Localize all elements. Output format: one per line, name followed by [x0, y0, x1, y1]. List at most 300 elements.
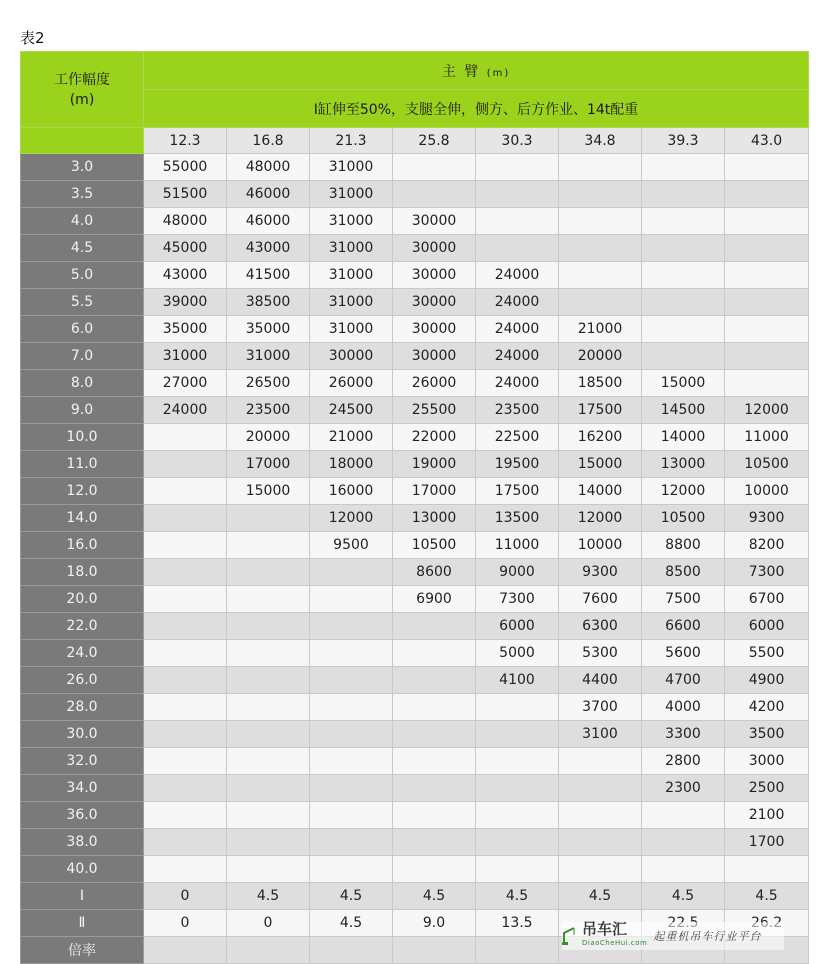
load-value-cell: [476, 802, 559, 829]
load-value-cell: [393, 775, 476, 802]
table-row: [21, 667, 809, 694]
load-value-cell: 24000: [476, 316, 559, 343]
table-row: [21, 370, 809, 397]
load-value-cell: [393, 694, 476, 721]
load-value-cell: [642, 181, 725, 208]
radius-cell: 20.0: [21, 586, 144, 613]
load-value-cell: 30000: [393, 262, 476, 289]
radius-cell: 36.0: [21, 802, 144, 829]
load-value-cell: [144, 829, 227, 856]
load-value-cell: [144, 667, 227, 694]
boom-length-header: 16.8: [227, 128, 310, 154]
load-chart-body: [21, 154, 809, 964]
load-value-cell: 22500: [476, 424, 559, 451]
load-value-cell: [725, 370, 809, 397]
load-value-cell: 16000: [310, 478, 393, 505]
boom-length-header: 21.3: [310, 128, 393, 154]
load-value-cell: [476, 829, 559, 856]
table-row: [21, 505, 809, 532]
load-value-cell: [144, 586, 227, 613]
load-value-cell: [144, 748, 227, 775]
load-value-cell: 24500: [310, 397, 393, 424]
radius-cell: 18.0: [21, 559, 144, 586]
radius-cell: 16.0: [21, 532, 144, 559]
load-value-cell: 23500: [476, 397, 559, 424]
table-row: [21, 424, 809, 451]
load-value-cell: [725, 289, 809, 316]
load-value-cell: [559, 775, 642, 802]
load-value-cell: 10500: [393, 532, 476, 559]
load-value-cell: 23500: [227, 397, 310, 424]
load-value-cell: [144, 721, 227, 748]
load-value-cell: 9500: [310, 532, 393, 559]
load-value-cell: 8600: [393, 559, 476, 586]
load-value-cell: [310, 856, 393, 883]
load-value-cell: [642, 208, 725, 235]
load-value-cell: 9000: [476, 559, 559, 586]
load-value-cell: 2500: [725, 775, 809, 802]
load-value-cell: 7500: [642, 586, 725, 613]
load-value-cell: 12000: [725, 397, 809, 424]
radius-cell: 4.0: [21, 208, 144, 235]
load-value-cell: 11000: [476, 532, 559, 559]
load-value-cell: 30000: [310, 343, 393, 370]
load-value-cell: 46000: [227, 181, 310, 208]
load-value-cell: 5500: [725, 640, 809, 667]
load-value-cell: 31000: [310, 154, 393, 181]
watermark: [562, 922, 784, 950]
load-value-cell: [559, 829, 642, 856]
table-row: [21, 343, 809, 370]
load-value-cell: 4000: [642, 694, 725, 721]
load-value-cell: [310, 721, 393, 748]
load-value-cell: 31000: [310, 262, 393, 289]
load-value-cell: 18000: [310, 451, 393, 478]
load-value-cell: 0: [227, 910, 310, 937]
table-row: [21, 802, 809, 829]
load-value-cell: 6300: [559, 613, 642, 640]
load-value-cell: 13.5: [476, 910, 559, 937]
radius-cell: 34.0: [21, 775, 144, 802]
load-value-cell: [393, 748, 476, 775]
load-value-cell: 43000: [227, 235, 310, 262]
load-value-cell: 31000: [144, 343, 227, 370]
boom-length-header: 12.3: [144, 128, 227, 154]
load-value-cell: 55000: [144, 154, 227, 181]
load-value-cell: 11000: [725, 424, 809, 451]
load-value-cell: [227, 748, 310, 775]
load-value-cell: 17000: [227, 451, 310, 478]
load-value-cell: 8800: [642, 532, 725, 559]
load-value-cell: [393, 937, 476, 964]
load-value-cell: 14000: [559, 478, 642, 505]
load-value-cell: [310, 559, 393, 586]
load-value-cell: [476, 694, 559, 721]
load-value-cell: [144, 694, 227, 721]
load-value-cell: 39000: [144, 289, 227, 316]
load-value-cell: 20000: [559, 343, 642, 370]
load-value-cell: 10000: [725, 478, 809, 505]
table-row: [21, 208, 809, 235]
load-value-cell: 48000: [144, 208, 227, 235]
boom-length-header: 30.3: [476, 128, 559, 154]
table-row: [21, 316, 809, 343]
load-value-cell: 14000: [642, 424, 725, 451]
load-value-cell: 0: [144, 910, 227, 937]
load-value-cell: 25500: [393, 397, 476, 424]
load-value-cell: 4100: [476, 667, 559, 694]
load-value-cell: 31000: [310, 289, 393, 316]
load-value-cell: [144, 532, 227, 559]
load-value-cell: [393, 640, 476, 667]
load-value-cell: 4900: [725, 667, 809, 694]
load-value-cell: 24000: [476, 289, 559, 316]
load-value-cell: [227, 721, 310, 748]
load-value-cell: 26500: [227, 370, 310, 397]
boom-length-header: 25.8: [393, 128, 476, 154]
table-row: [21, 640, 809, 667]
watermark-logo-sub: DiaoCheHui.com: [582, 939, 648, 947]
load-value-cell: 5000: [476, 640, 559, 667]
load-value-cell: [310, 937, 393, 964]
load-value-cell: 10500: [725, 451, 809, 478]
boom-length-corner: [21, 128, 144, 154]
load-value-cell: [559, 154, 642, 181]
load-value-cell: 3500: [725, 721, 809, 748]
load-value-cell: 45000: [144, 235, 227, 262]
load-value-cell: [476, 154, 559, 181]
load-value-cell: [144, 802, 227, 829]
load-value-cell: 3700: [559, 694, 642, 721]
radius-cell: 38.0: [21, 829, 144, 856]
radius-cell: 30.0: [21, 721, 144, 748]
load-value-cell: 38500: [227, 289, 310, 316]
load-value-cell: [642, 289, 725, 316]
load-value-cell: 4.5: [642, 883, 725, 910]
load-value-cell: [642, 262, 725, 289]
load-value-cell: [559, 748, 642, 775]
load-value-cell: [227, 667, 310, 694]
load-value-cell: 9.0: [393, 910, 476, 937]
load-value-cell: [227, 937, 310, 964]
load-value-cell: [476, 748, 559, 775]
load-value-cell: 13000: [642, 451, 725, 478]
radius-cell: 5.5: [21, 289, 144, 316]
load-value-cell: 30000: [393, 316, 476, 343]
table-row: [21, 721, 809, 748]
load-value-cell: [144, 640, 227, 667]
table-caption: 表2: [20, 29, 45, 47]
load-value-cell: [559, 181, 642, 208]
load-value-cell: 35000: [227, 316, 310, 343]
load-value-cell: [144, 424, 227, 451]
load-value-cell: 6700: [725, 586, 809, 613]
load-value-cell: 30000: [393, 289, 476, 316]
load-value-cell: 4.5: [310, 910, 393, 937]
load-value-cell: 24000: [476, 262, 559, 289]
load-chart-table: [20, 51, 809, 964]
crane-icon: [562, 927, 576, 945]
load-value-cell: [227, 694, 310, 721]
load-value-cell: [725, 856, 809, 883]
load-value-cell: 6000: [476, 613, 559, 640]
load-value-cell: [310, 748, 393, 775]
load-value-cell: [144, 613, 227, 640]
load-value-cell: [559, 802, 642, 829]
load-value-cell: [642, 829, 725, 856]
radius-header-label: 工作幅度: [54, 71, 110, 88]
radius-cell: 12.0: [21, 478, 144, 505]
load-value-cell: [393, 667, 476, 694]
load-value-cell: 2300: [642, 775, 725, 802]
load-value-cell: 30000: [393, 208, 476, 235]
load-value-cell: 31000: [310, 181, 393, 208]
main-boom-unit: (m): [486, 67, 511, 79]
load-value-cell: 48000: [227, 154, 310, 181]
load-value-cell: 18500: [559, 370, 642, 397]
table-row: [21, 451, 809, 478]
load-value-cell: 4.5: [476, 883, 559, 910]
load-value-cell: [310, 640, 393, 667]
boom-length-row: [21, 128, 809, 154]
load-value-cell: 13500: [476, 505, 559, 532]
radius-header: [21, 52, 144, 128]
load-value-cell: 12000: [310, 505, 393, 532]
load-value-cell: 31000: [310, 316, 393, 343]
radius-cell: 26.0: [21, 667, 144, 694]
load-value-cell: 13000: [393, 505, 476, 532]
load-value-cell: [642, 856, 725, 883]
table-row: [21, 262, 809, 289]
load-value-cell: 8500: [642, 559, 725, 586]
load-value-cell: [393, 829, 476, 856]
load-value-cell: 12000: [642, 478, 725, 505]
load-value-cell: 31000: [227, 343, 310, 370]
load-value-cell: 17000: [393, 478, 476, 505]
load-value-cell: 7300: [476, 586, 559, 613]
load-value-cell: 9300: [725, 505, 809, 532]
load-value-cell: 15000: [559, 451, 642, 478]
load-value-cell: 6600: [642, 613, 725, 640]
load-value-cell: [310, 775, 393, 802]
load-value-cell: 24000: [476, 370, 559, 397]
load-value-cell: [227, 532, 310, 559]
load-value-cell: 12000: [559, 505, 642, 532]
table-row: [21, 856, 809, 883]
load-value-cell: [310, 586, 393, 613]
load-value-cell: 20000: [227, 424, 310, 451]
load-value-cell: [476, 721, 559, 748]
watermark-slogan: 起重机吊车行业平台: [653, 930, 762, 943]
radius-cell: 9.0: [21, 397, 144, 424]
table-row: [21, 829, 809, 856]
table-row: [21, 775, 809, 802]
load-value-cell: [476, 775, 559, 802]
radius-cell: 5.0: [21, 262, 144, 289]
table-row: [21, 748, 809, 775]
load-value-cell: [725, 316, 809, 343]
load-value-cell: 5300: [559, 640, 642, 667]
load-value-cell: [310, 829, 393, 856]
radius-cell: 3.5: [21, 181, 144, 208]
radius-cell: 7.0: [21, 343, 144, 370]
load-value-cell: 4.5: [725, 883, 809, 910]
radius-cell: 4.5: [21, 235, 144, 262]
load-value-cell: [227, 586, 310, 613]
radius-cell: 3.0: [21, 154, 144, 181]
load-value-cell: [476, 181, 559, 208]
load-value-cell: 22000: [393, 424, 476, 451]
load-value-cell: [144, 937, 227, 964]
load-value-cell: [725, 235, 809, 262]
load-value-cell: [393, 613, 476, 640]
load-value-cell: [227, 856, 310, 883]
load-value-cell: 31000: [310, 208, 393, 235]
load-value-cell: [227, 505, 310, 532]
load-value-cell: 10500: [642, 505, 725, 532]
load-value-cell: [310, 694, 393, 721]
main-boom-header: [144, 52, 809, 90]
load-value-cell: [144, 505, 227, 532]
load-value-cell: 24000: [476, 343, 559, 370]
boom-length-header: 43.0: [725, 128, 809, 154]
load-chart-table-wrap: [20, 51, 808, 964]
radius-cell: 28.0: [21, 694, 144, 721]
load-value-cell: 35000: [144, 316, 227, 343]
load-value-cell: 46000: [227, 208, 310, 235]
load-value-cell: 24000: [144, 397, 227, 424]
load-value-cell: 15000: [642, 370, 725, 397]
radius-cell: 10.0: [21, 424, 144, 451]
load-value-cell: [393, 154, 476, 181]
boom-length-header: 34.8: [559, 128, 642, 154]
load-value-cell: [725, 208, 809, 235]
load-value-cell: 6900: [393, 586, 476, 613]
load-value-cell: [476, 937, 559, 964]
table-row: [21, 235, 809, 262]
radius-cell: 40.0: [21, 856, 144, 883]
load-value-cell: [393, 181, 476, 208]
load-value-cell: 4.5: [393, 883, 476, 910]
load-value-cell: 51500: [144, 181, 227, 208]
load-value-cell: 4.5: [227, 883, 310, 910]
load-value-cell: [559, 856, 642, 883]
load-value-cell: 4400: [559, 667, 642, 694]
load-value-cell: 3300: [642, 721, 725, 748]
radius-cell: 24.0: [21, 640, 144, 667]
radius-cell: 11.0: [21, 451, 144, 478]
table-row: [21, 883, 809, 910]
load-value-cell: 41500: [227, 262, 310, 289]
load-value-cell: 15000: [227, 478, 310, 505]
load-value-cell: [144, 775, 227, 802]
load-value-cell: [476, 856, 559, 883]
load-value-cell: 3000: [725, 748, 809, 775]
load-value-cell: [227, 802, 310, 829]
load-value-cell: 21000: [310, 424, 393, 451]
load-value-cell: 17500: [476, 478, 559, 505]
load-value-cell: [144, 559, 227, 586]
load-value-cell: [227, 775, 310, 802]
table-row: [21, 586, 809, 613]
load-value-cell: 30000: [393, 343, 476, 370]
table-row: [21, 154, 809, 181]
load-value-cell: 19000: [393, 451, 476, 478]
watermark-logo-text: 吊车汇: [582, 920, 628, 938]
load-value-cell: 14500: [642, 397, 725, 424]
load-value-cell: [642, 316, 725, 343]
radius-cell: 22.0: [21, 613, 144, 640]
load-value-cell: 7300: [725, 559, 809, 586]
radius-cell: 32.0: [21, 748, 144, 775]
load-value-cell: 1700: [725, 829, 809, 856]
load-value-cell: [725, 181, 809, 208]
load-value-cell: [144, 478, 227, 505]
load-value-cell: [393, 802, 476, 829]
watermark-logo: [582, 922, 647, 950]
load-value-cell: 2800: [642, 748, 725, 775]
radius-cell: 6.0: [21, 316, 144, 343]
load-value-cell: [144, 451, 227, 478]
table-row: [21, 181, 809, 208]
load-value-cell: 9300: [559, 559, 642, 586]
radius-cell: 8.0: [21, 370, 144, 397]
load-value-cell: 27000: [144, 370, 227, 397]
load-value-cell: [642, 343, 725, 370]
load-value-cell: 10000: [559, 532, 642, 559]
table-row: [21, 559, 809, 586]
load-value-cell: [476, 235, 559, 262]
load-value-cell: 43000: [144, 262, 227, 289]
load-value-cell: [476, 208, 559, 235]
load-value-cell: [310, 613, 393, 640]
table-row: [21, 694, 809, 721]
load-value-cell: 31000: [310, 235, 393, 262]
load-value-cell: [227, 613, 310, 640]
radius-cell: Ⅰ: [21, 883, 144, 910]
load-value-cell: [559, 262, 642, 289]
table-row: [21, 478, 809, 505]
load-value-cell: 3100: [559, 721, 642, 748]
load-value-cell: [642, 235, 725, 262]
load-value-cell: [227, 559, 310, 586]
radius-cell: Ⅱ: [21, 910, 144, 937]
load-value-cell: [642, 802, 725, 829]
load-value-cell: [227, 829, 310, 856]
load-value-cell: 26000: [310, 370, 393, 397]
load-value-cell: [393, 856, 476, 883]
main-boom-label: 主 臂: [441, 63, 481, 80]
load-value-cell: 17500: [559, 397, 642, 424]
load-value-cell: 4.5: [310, 883, 393, 910]
load-value-cell: [725, 343, 809, 370]
load-value-cell: [310, 802, 393, 829]
load-value-cell: [725, 262, 809, 289]
condition-header: Ⅰ缸伸至50%，支腿全伸，侧方、后方作业、14t配重: [144, 90, 809, 128]
load-value-cell: 19500: [476, 451, 559, 478]
load-value-cell: 21000: [559, 316, 642, 343]
load-value-cell: 2100: [725, 802, 809, 829]
radius-cell: 14.0: [21, 505, 144, 532]
load-value-cell: 4700: [642, 667, 725, 694]
load-value-cell: 0: [144, 883, 227, 910]
load-value-cell: 26000: [393, 370, 476, 397]
load-value-cell: 6000: [725, 613, 809, 640]
load-value-cell: [144, 856, 227, 883]
table-row: [21, 289, 809, 316]
load-value-cell: 7600: [559, 586, 642, 613]
table-row: [21, 532, 809, 559]
